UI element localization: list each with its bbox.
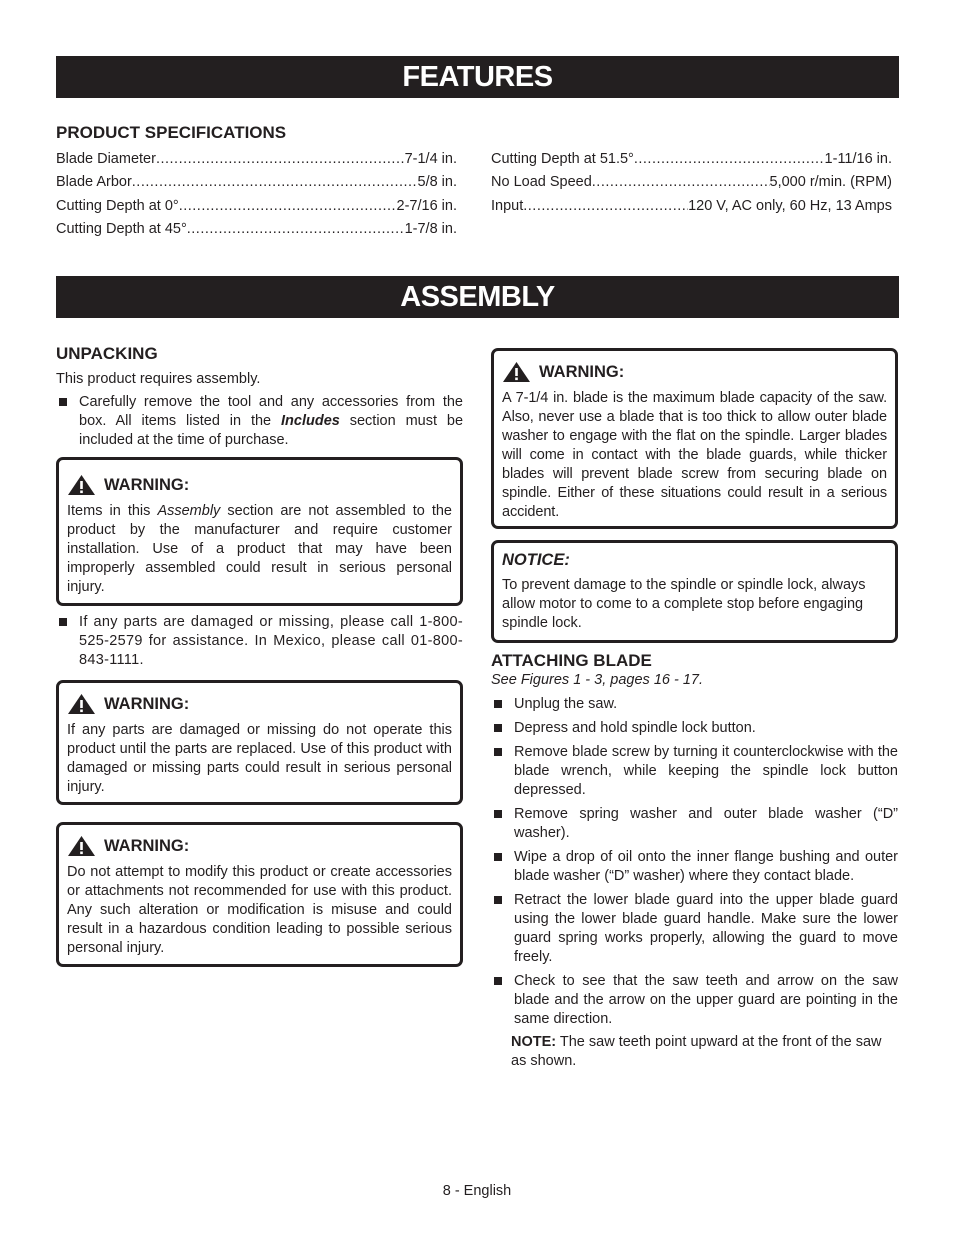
- bullet-square-icon: [59, 398, 67, 406]
- warning-text: If any parts are damaged or missing do not operate this product until the parts are replaced. Use of this product with damaged or missing parts could result in serious personal injury.: [67, 722, 452, 795]
- list-item: [491, 695, 898, 714]
- bullet-text: Unplug the saw.: [514, 696, 618, 712]
- warning-header: [67, 474, 452, 496]
- spec-label: Cutting Depth at 51.5°: [491, 151, 634, 167]
- spec-label: Blade Arbor: [56, 174, 132, 190]
- figure-reference: See Figures 1 - 3, pages 16 - 17.: [491, 672, 703, 688]
- warning-header: [67, 693, 452, 715]
- spec-row: [56, 219, 457, 239]
- bullet-text: Remove spring washer and outer blade washer (“D” washer).: [514, 806, 898, 841]
- list-item: [491, 891, 898, 967]
- note-paragraph: [511, 1033, 898, 1071]
- list-item: [491, 805, 898, 843]
- warning-triangle-icon: [67, 693, 96, 715]
- spec-label: Input: [491, 198, 524, 214]
- note-text: The saw teeth point upward at the front of the saw as shown.: [511, 1034, 882, 1069]
- spec-row: [56, 172, 457, 192]
- bullet-text: Retract the lower blade guard into the upper blade guard using the lower blade guard handle. Make sure the lower guard spring works properly, allowing the guard to move freely.: [514, 892, 898, 965]
- spec-value: 1-7/8 in.: [404, 221, 457, 237]
- list-item: [56, 393, 463, 450]
- warning-box-blade-capacity: [491, 348, 898, 529]
- list-item: [491, 848, 898, 886]
- bullet-text-part: section must be included at the time of purchase.: [79, 413, 464, 448]
- unpacking-intro: This product requires assembly.: [56, 371, 261, 387]
- spec-row: [491, 196, 892, 216]
- warning-text-part: section are not assembled to the product by the manufacturer and require customer installation. Use of a product that may have been improperly assembled could result in serious personal injury.: [67, 503, 452, 595]
- spec-value: 5,000 r/min. (RPM): [769, 174, 892, 190]
- spec-label: Blade Diameter: [56, 151, 156, 167]
- warning-box-assembly: [56, 457, 463, 606]
- assembly-banner: ASSEMBLY: [56, 276, 899, 318]
- features-banner: FEATURES: [56, 56, 899, 98]
- list-item: [56, 613, 463, 670]
- spec-label: Cutting Depth at 0°: [56, 198, 179, 214]
- bullet-square-icon: [494, 896, 502, 904]
- attaching-blade-heading: ATTACHING BLADE: [491, 651, 652, 670]
- warning-text: Do not attempt to modify this product or create accessories or attachments not recommended for use with this product. Any such alteration or modification is misuse and could result in a hazardous condition leading to possible serious personal injury.: [67, 864, 452, 956]
- spec-value: 120 V, AC only, 60 Hz, 13 Amps: [688, 198, 892, 214]
- warning-header: [502, 361, 887, 383]
- bullet-text: Check to see that the saw teeth and arrow on the saw blade and the arrow on the upper guard are pointing in the same direction.: [514, 973, 898, 1027]
- spec-value: 7-1/4 in.: [404, 151, 457, 167]
- spec-value: 5/8 in.: [417, 174, 457, 190]
- bullet-square-icon: [494, 700, 502, 708]
- list-item: [491, 743, 898, 800]
- attaching-blade-steps: [491, 671, 898, 1071]
- bullet-square-icon: [494, 810, 502, 818]
- warning-text: A 7-1/4 in. blade is the maximum blade capacity of the saw. Also, never use a blade that is too thick to allow outer blade washer to engage with the flat on the spindle. Larger blades will come in contact with the blade guards, while thicker blades will prevent blade screw from securing blade on spindle. Either of these situations could result in a serious accident.: [502, 390, 887, 520]
- bullet-square-icon: [494, 977, 502, 985]
- warning-box-damaged-parts: [56, 680, 463, 805]
- warning-header: [67, 835, 452, 857]
- warning-label: WARNING:: [104, 694, 190, 713]
- warning-triangle-icon: [67, 835, 96, 857]
- notice-label: NOTICE:: [502, 551, 570, 569]
- bullet-text: Depress and hold spindle lock button.: [514, 720, 756, 736]
- warning-label: WARNING:: [104, 836, 190, 855]
- warning-triangle-icon: [67, 474, 96, 496]
- note-label: NOTE:: [511, 1034, 557, 1050]
- spec-row: [56, 196, 457, 216]
- warning-label: WARNING:: [539, 362, 625, 381]
- warning-box-modify: [56, 822, 463, 967]
- list-item: [491, 719, 898, 738]
- bullet-text: If any parts are damaged or missing, please call 1-800-525-2579 for assistance. In Mexico, please call 01-800-843-1111.: [79, 614, 463, 668]
- product-specifications-heading: PRODUCT SPECIFICATIONS: [56, 123, 287, 142]
- warning-text: [67, 502, 452, 597]
- bullet-text: Remove blade screw by turning it counterclockwise with the blade wrench, while keeping the spindle lock button depressed.: [514, 744, 898, 798]
- bullet-text: [79, 393, 463, 450]
- assembly-emphasis: Assembly: [157, 503, 221, 519]
- bullet-square-icon: [494, 724, 502, 732]
- page-footer: 8 - English: [442, 1183, 512, 1199]
- unpacking-heading: UNPACKING: [56, 344, 158, 363]
- bullet-text-part: Carefully remove the tool and any accessories from the box. All items listed in the: [79, 394, 463, 429]
- unpacking-intro-block: [56, 370, 463, 450]
- notice-text: To prevent damage to the spindle or spindle lock, always allow motor to come to a complete stop before engaging spindle lock.: [502, 577, 866, 631]
- warning-label: WARNING:: [104, 475, 190, 494]
- bullet-square-icon: [494, 853, 502, 861]
- warning-triangle-icon: [502, 361, 531, 383]
- spec-row: [491, 172, 892, 192]
- spec-label: No Load Speed: [491, 174, 592, 190]
- warning-text-part: Items in this: [67, 503, 158, 519]
- bullet-text: Wipe a drop of oil onto the inner flange bushing and outer blade washer (“D” washer) where they contact blade.: [514, 849, 898, 884]
- bullet-square-icon: [59, 618, 67, 626]
- spec-label: Cutting Depth at 45°: [56, 221, 187, 237]
- notice-box-spindle: [491, 540, 898, 643]
- spec-value: 2-7/16 in.: [396, 198, 457, 214]
- bullet-square-icon: [494, 748, 502, 756]
- list-item: [491, 972, 898, 1029]
- spec-row: [491, 149, 892, 169]
- spec-row: [56, 149, 457, 169]
- includes-emphasis: Includes: [281, 413, 340, 429]
- unpacking-bullet-2-block: [56, 613, 463, 670]
- spec-value: 1-11/16 in.: [824, 151, 892, 167]
